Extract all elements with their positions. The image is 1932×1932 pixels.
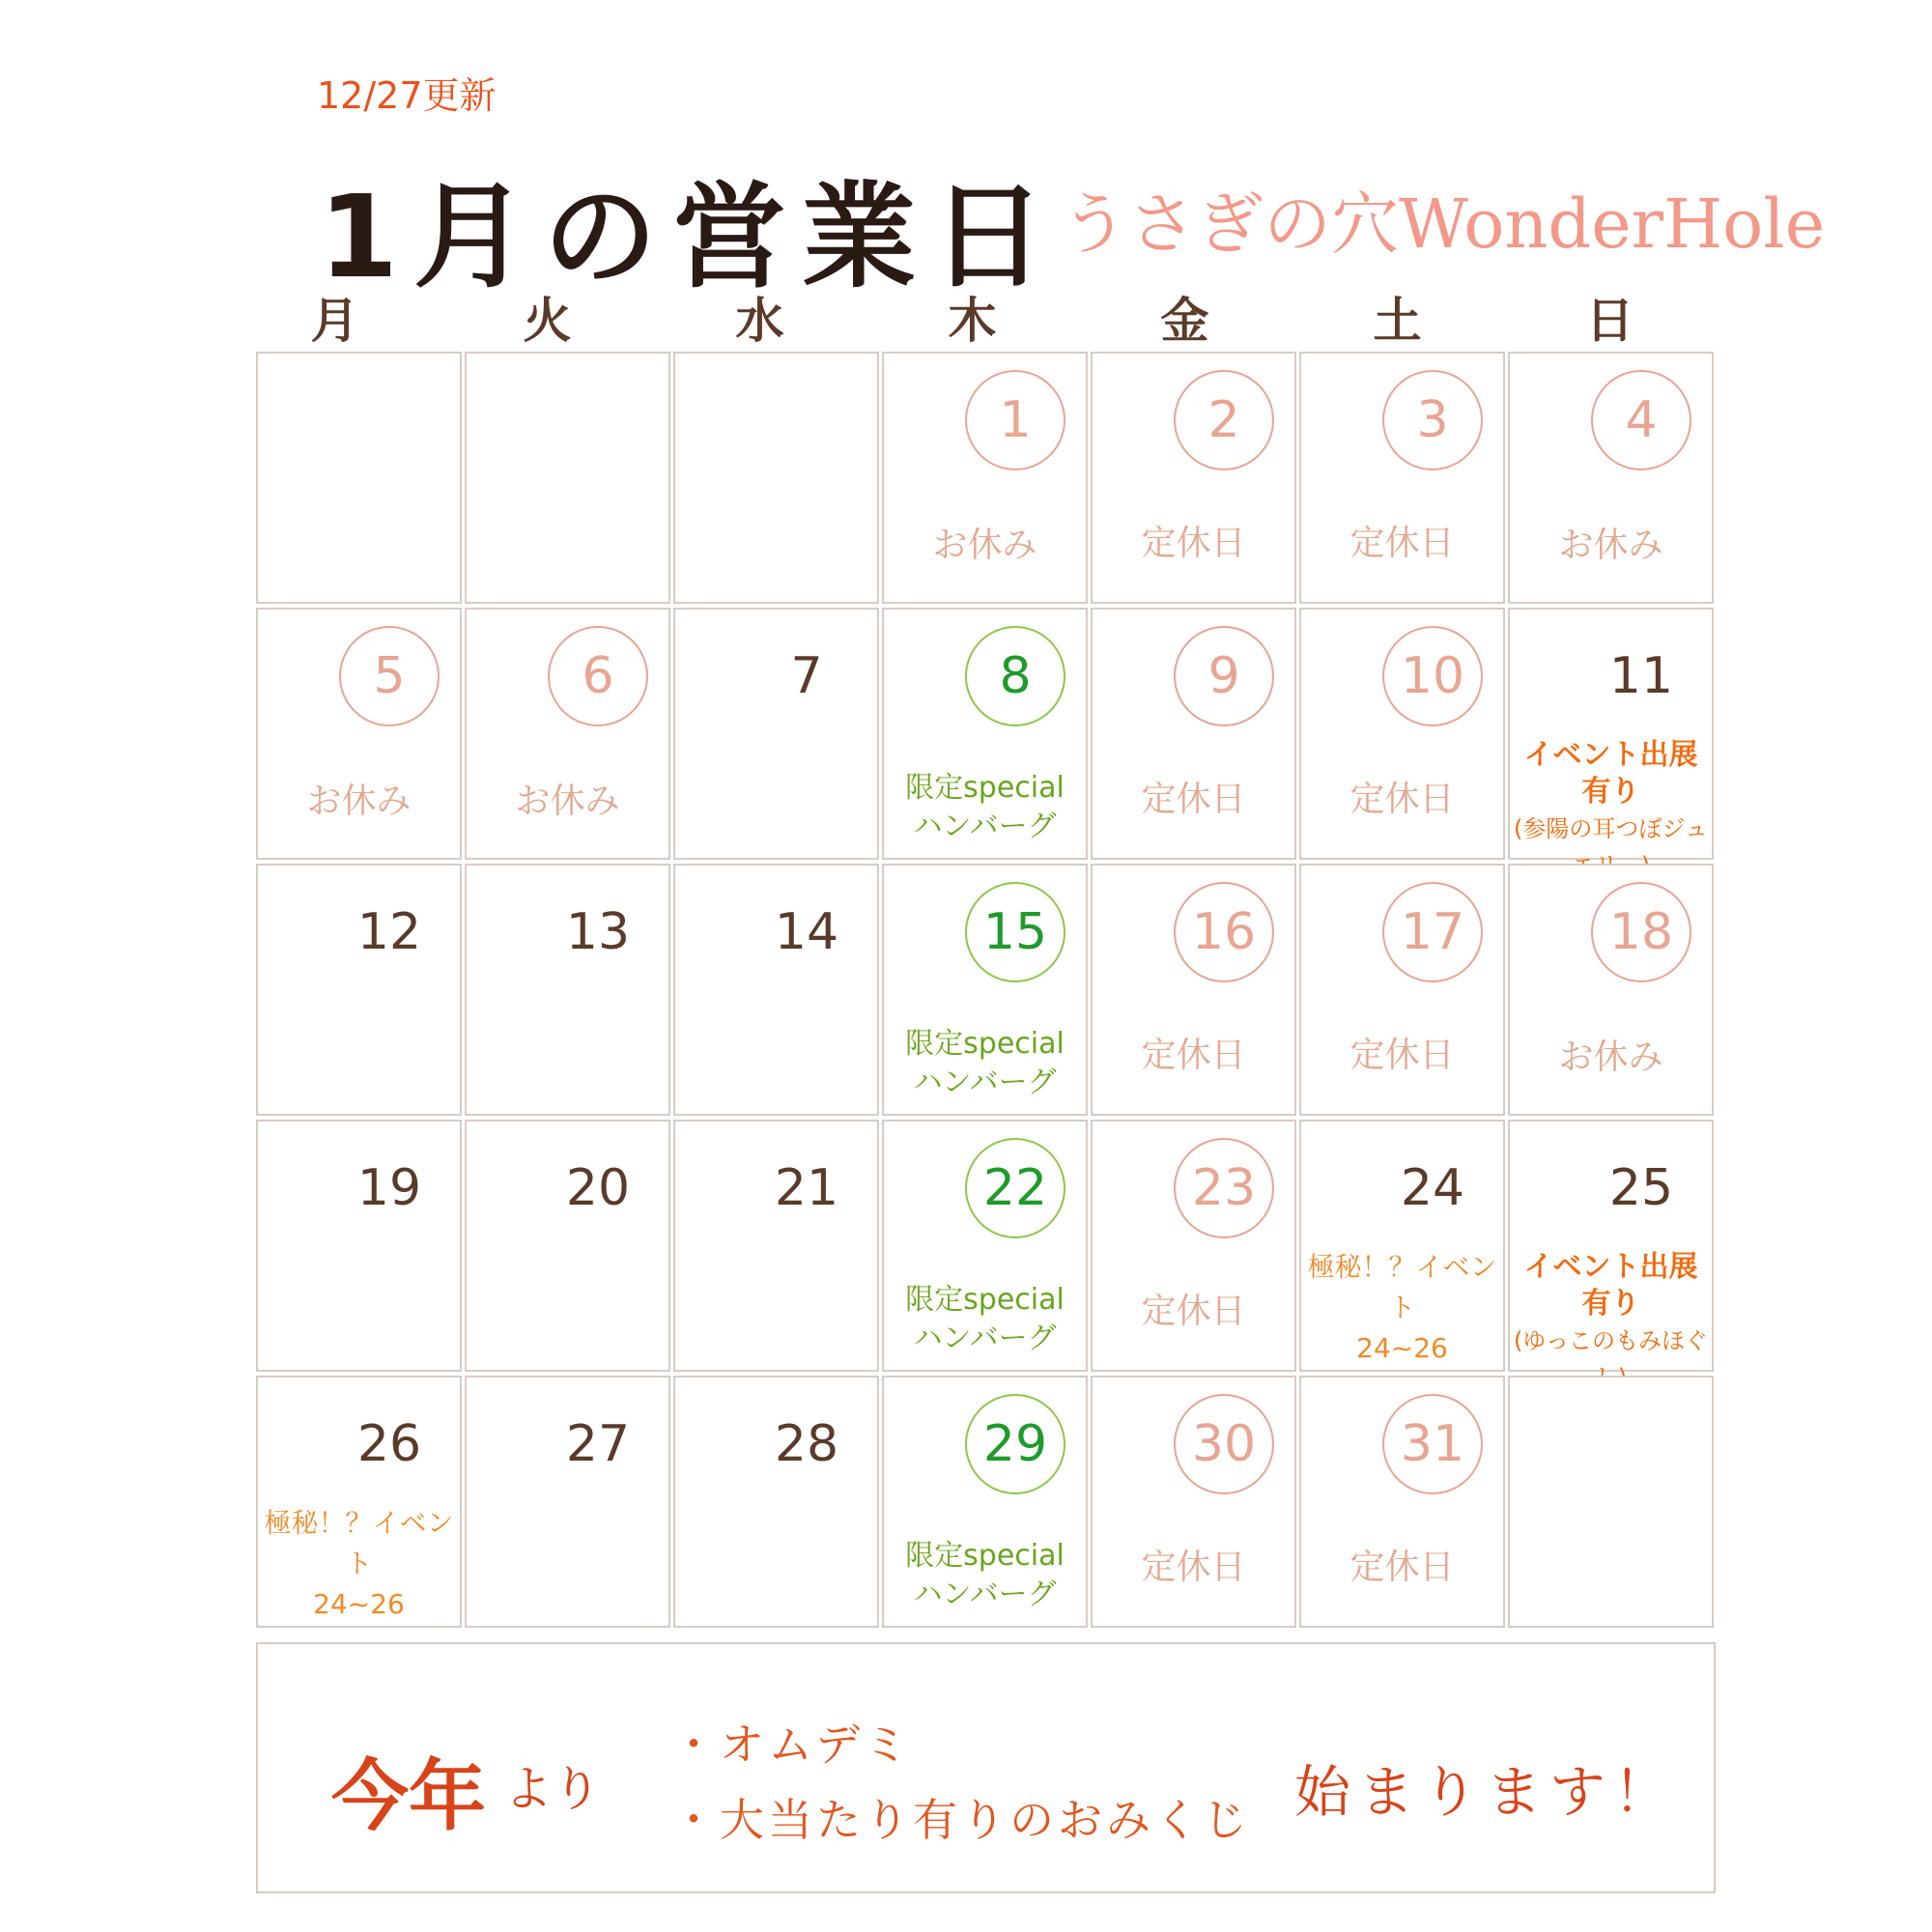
day-number: 20 (565, 1159, 631, 1217)
day-note-holiday (1093, 1284, 1294, 1333)
day-note-holiday (1301, 1028, 1503, 1077)
calendar-day-cell (673, 608, 879, 860)
day-note-closed (1510, 1030, 1712, 1079)
day-number: 26 (356, 1415, 422, 1473)
day-note-event (1510, 737, 1712, 884)
footer-this-year: 今年 (331, 1751, 486, 1841)
day-number: 3 (1382, 370, 1483, 470)
calendar-day-cell (1299, 608, 1505, 860)
weekday-label: 火 (523, 293, 572, 349)
brand-name: うさぎの穴WonderHole (1061, 185, 1826, 264)
day-note-text: 限定special ハンバーグ (905, 1027, 1065, 1099)
calendar-day-cell (1299, 352, 1505, 604)
weekday-label: 水 (735, 293, 784, 349)
day-note-special (884, 769, 1086, 846)
footer-item-omudemi: ・オムデミ (671, 1719, 913, 1771)
calendar-day-cell (256, 608, 462, 860)
day-number: 21 (774, 1159, 839, 1217)
day-note-text: 定休日 (1141, 780, 1246, 819)
day-number: 29 (965, 1394, 1065, 1494)
day-note-closed (1510, 518, 1712, 567)
footer-yori: より (504, 1761, 601, 1817)
day-note-text: イベント出展有り (1523, 1250, 1698, 1321)
day-number: 1 (965, 370, 1065, 470)
day-number: 23 (1174, 1138, 1274, 1238)
weekday-label: 土 (1373, 293, 1422, 349)
day-note-holiday (1301, 772, 1503, 821)
calendar-day-cell (465, 608, 670, 860)
calendar-day-cell (256, 1376, 462, 1628)
calendar-day-cell (1299, 864, 1505, 1116)
calendar-day-cell (465, 864, 670, 1116)
calendar-day-cell (673, 352, 879, 604)
calendar-day-cell (465, 352, 670, 604)
calendar-day-cell (1508, 1120, 1714, 1372)
day-note-text: 定休日 (1141, 524, 1246, 563)
day-note-text: 定休日 (1141, 1036, 1246, 1075)
day-number: 9 (1174, 626, 1274, 726)
day-note-special (884, 1537, 1086, 1614)
calendar-day-cell (673, 864, 879, 1116)
day-note-text: 定休日 (1141, 1292, 1246, 1331)
day-note-text: 定休日 (1350, 524, 1455, 563)
day-note-closed (884, 518, 1086, 567)
calendar-day-cell (882, 864, 1088, 1116)
day-note-holiday (1093, 1028, 1294, 1077)
day-note-holiday (1301, 516, 1503, 565)
day-number: 28 (774, 1415, 839, 1473)
calendar-day-cell (1508, 608, 1714, 860)
calendar-day-cell (1091, 1120, 1296, 1372)
calendar-day-cell (1299, 1120, 1505, 1372)
day-number: 15 (965, 882, 1065, 982)
calendar-day-cell (1091, 352, 1296, 604)
page-title: 1月の営業日 (319, 170, 1062, 303)
day-note-text: 極秘！？イベント 24~26 (264, 1507, 454, 1620)
day-note-text: 限定special ハンバーグ (905, 1539, 1065, 1611)
calendar-day-cell (673, 1120, 879, 1372)
day-number: 14 (774, 903, 839, 961)
weekday-label: 金 (1160, 293, 1209, 349)
day-note-special (884, 1281, 1086, 1358)
calendar-day-cell (1091, 608, 1296, 860)
day-note-text: 定休日 (1350, 1548, 1455, 1587)
day-number: 16 (1174, 882, 1274, 982)
day-number: 11 (1608, 647, 1674, 705)
calendar-day-cell (1091, 1376, 1296, 1628)
calendar-day-cell (256, 864, 462, 1116)
calendar-day-cell (256, 352, 462, 604)
day-number: 7 (790, 647, 823, 705)
day-note-closed (467, 774, 668, 823)
calendar-day-cell (882, 1376, 1088, 1628)
weekday-label: 木 (948, 293, 997, 349)
day-number: 4 (1591, 370, 1691, 470)
weekday-label: 月 (310, 293, 359, 349)
day-number: 19 (356, 1159, 422, 1217)
calendar-day-cell (882, 608, 1088, 860)
day-number: 18 (1591, 882, 1691, 982)
day-note-text: 限定special ハンバーグ (905, 1283, 1065, 1355)
day-number: 8 (965, 626, 1065, 726)
footer-start-text: 始まります！ (1294, 1759, 1678, 1825)
day-note-holiday (1093, 772, 1294, 821)
day-note-text: 極秘！？イベント 24~26 (1307, 1251, 1497, 1364)
calendar-day-cell (1508, 864, 1714, 1116)
day-note-text: イベント出展有り (1523, 738, 1698, 809)
day-number: 5 (339, 626, 440, 726)
day-number: 12 (356, 903, 422, 961)
day-number: 10 (1382, 626, 1483, 726)
calendar-day-cell (1299, 1376, 1505, 1628)
calendar-day-cell (882, 1120, 1088, 1372)
day-note-holiday (1093, 516, 1294, 565)
calendar-day-cell (882, 352, 1088, 604)
update-note: 12/27更新 (317, 74, 497, 117)
day-number: 30 (1174, 1394, 1274, 1494)
day-note-subtext: (参陽の耳つぼジュ (1514, 815, 1708, 842)
day-note-text: 限定special ハンバーグ (905, 771, 1065, 843)
day-note-holiday (1301, 1540, 1503, 1589)
day-number: 22 (965, 1138, 1065, 1238)
day-note-closed (258, 774, 460, 823)
calendar-day-cell (465, 1120, 670, 1372)
day-note-text: 定休日 (1141, 1548, 1246, 1587)
day-number: 31 (1382, 1394, 1483, 1494)
day-number: 25 (1608, 1159, 1674, 1217)
calendar-day-cell (1508, 352, 1714, 604)
day-note-holiday (1093, 1540, 1294, 1589)
calendar-day-cell (256, 1120, 462, 1372)
calendar-day-cell (1508, 1376, 1714, 1628)
day-number: 13 (565, 903, 631, 961)
day-number: 6 (548, 626, 648, 726)
day-note-secret (1301, 1247, 1503, 1369)
calendar-day-cell (673, 1376, 879, 1628)
day-note-text: お休み (306, 781, 412, 821)
day-note-text: 定休日 (1350, 780, 1455, 819)
weekday-label: 日 (1585, 293, 1634, 349)
day-number: 24 (1400, 1159, 1465, 1217)
day-note-text: お休み (1558, 526, 1663, 565)
day-note-text: 定休日 (1350, 1036, 1455, 1075)
day-number: 2 (1174, 370, 1274, 470)
calendar-day-cell (1091, 864, 1296, 1116)
calendar-day-cell (465, 1376, 670, 1628)
day-number: 27 (565, 1415, 631, 1473)
footer-item-omikuji: ・大当たり有りのおみくじ (671, 1794, 1251, 1846)
day-note-secret (258, 1503, 460, 1625)
day-note-text: お休み (515, 781, 620, 821)
day-note-subtext: (ゆっこのもみほぐ (1513, 1327, 1709, 1354)
day-note-text: お休み (932, 526, 1037, 565)
day-note-special (884, 1025, 1086, 1102)
day-number: 17 (1382, 882, 1483, 982)
day-note-text: お休み (1558, 1037, 1663, 1077)
